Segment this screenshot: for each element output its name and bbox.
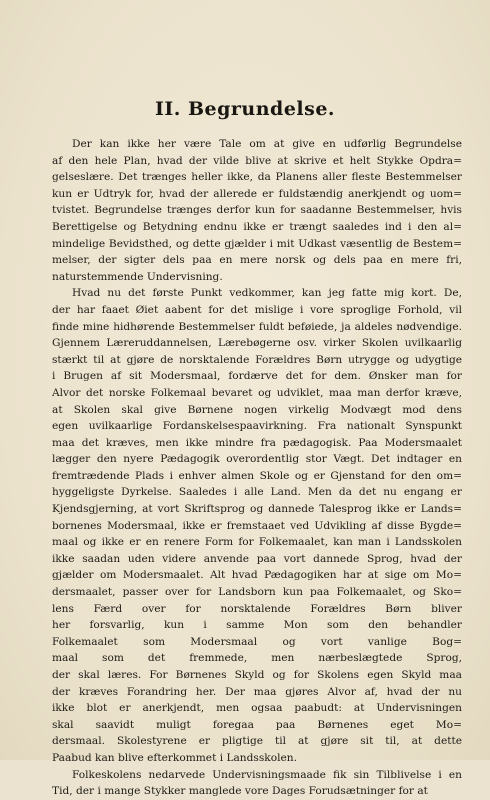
text-line: fremtrædende Plads i enhver almen Skole og er Gjenstand for den om= xyxy=(52,469,462,482)
text-line: ikke saadan uden videre anvende paa vort dannede Sprog, hvad der xyxy=(52,552,462,565)
text-line: Alvor det norske Folkemaal bevaret og udviklet, maa man derfor kræve, xyxy=(52,386,462,399)
text-line: maa det kræves, men ikke mindre fra pædagogisk. Paa Modersmaalet xyxy=(52,436,462,449)
paragraph xyxy=(30,767,462,800)
text-line: gelseslære. Det trænges heller ikke, da Planens aller fleste Bestemmelser xyxy=(52,171,462,184)
text-line: naturstemmende Undervisning. xyxy=(52,270,223,283)
text-line: Folkemaalet som Modersmaal og vort vanlige Bog= xyxy=(52,635,462,648)
text-line: at Skolen skal give Børnene nogen virkelig Modvægt mod dens xyxy=(52,403,462,416)
text-line: maal som det fremmede, men nærbeslægtede Sprog, xyxy=(52,652,462,665)
text-line: bornenes Modersmaal, ikke er fremstaaet ved Udvikling af disse Bygde= xyxy=(52,519,462,532)
text-line: melser, der sigter dels paa en mere norsk og dels paa en mere fri, xyxy=(52,254,462,267)
text-line: der kræves Forandring her. Der maa gjøres Alvor af, hvad der nu xyxy=(52,685,462,698)
text-line: mindelige Bevidsthed, og dette gjælder i mit Udkast væsentlig de Bestem= xyxy=(52,237,462,250)
paragraph xyxy=(30,285,462,766)
text-line: dersmaalet, passer over for Landsborn kun paa Folkemaalet, og Sko= xyxy=(52,586,462,599)
text-line: Kjendsgjerning, at vort Skriftsprog og dannede Talesprog ikke er Lands= xyxy=(52,503,462,516)
text-line: skal saavidt muligt foregaa paa Børnenes eget Mo= xyxy=(52,718,462,731)
body-text xyxy=(30,136,462,800)
text-line: lægger den nyere Pædagogik overordentlig stor Vægt. Det indtager en xyxy=(52,453,462,466)
text-line: maal og ikke er en renere Form for Folkemaalet, kan man i Landsskolen xyxy=(52,536,462,549)
text-line: kun er Udtryk for, hvad der allerede er fuldstændig anerkjendt og uom= xyxy=(52,187,462,200)
text-line: Tid, der i mange Stykker manglede vore Dages Forudsætninger for at xyxy=(52,785,428,798)
text-line: Gjennem Læreruddannelsen, Lærebøgerne osv. virker Skolen uvilkaarlig xyxy=(52,337,462,350)
text-line: her forsvarlig, kun i samme Mon som den behandler xyxy=(52,619,462,632)
text-line: finde mine hidhørende Bestemmelser fuldt beføiede, ja aldeles nødvendige. xyxy=(52,320,462,333)
text-line: hyggeligste Dyrkelse. Saaledes i alle Land. Men da det nu engang er xyxy=(52,486,462,499)
text-line: stærkt til at gjøre de norsktalende Forældres Børn utrygge og udygtige xyxy=(52,353,462,366)
text-line: der har faaet Øiet aabent for det mislige i vore sproglige Forhold, vil xyxy=(52,303,462,316)
text-line: ikke blot er anerkjendt, men ogsaa paabudt: at Undervisningen xyxy=(52,702,462,715)
text-line: gjælder om Modersmaalet. Alt hvad Pædagogiken har at sige om Mo= xyxy=(52,569,462,582)
text-line: egen uvilkaarlige Fordanskelsespaavirkning. Fra nationalt Synspunkt xyxy=(52,420,462,433)
text-line: Hvad nu det første Punkt vedkommer, kan jeg fatte mig kort. De, xyxy=(72,287,462,300)
text-line: der skal læres. For Børnenes Skyld og for Skolens egen Skyld maa xyxy=(52,669,462,681)
text-line: lens Færd over for norsktalende Forældres Børn bliver xyxy=(52,602,462,615)
text-line: af den hele Plan, hvad der vilde blive at skrive et helt Stykke Opdra= xyxy=(52,154,462,167)
paragraph xyxy=(30,136,462,285)
text-line: tvistet. Begrundelse trænges derfor kun for saadanne Bestemmelser, hvis xyxy=(52,204,462,217)
text-line: i Brugen af sit Modersmaal, fordærve det for dem. Ønsker man for xyxy=(52,370,462,383)
text-line: Der kan ikke her være Tale om at give en udførlig Begrundelse xyxy=(72,138,462,150)
text-line: Folkeskolens nedarvede Undervisningsmaade fik sin Tilblivelse i en xyxy=(72,768,462,781)
section-heading: II. Begrundelse. xyxy=(154,98,336,120)
text-line: dersmaal. Skolestyrene er pligtige til at gjøre sit til, at dette xyxy=(52,735,462,748)
text-line: Berettigelse og Betydning endnu ikke er trængt saaledes ind i den al= xyxy=(52,220,462,233)
text-line: Paabud kan blive efterkommet i Landsskolen. xyxy=(52,751,297,764)
